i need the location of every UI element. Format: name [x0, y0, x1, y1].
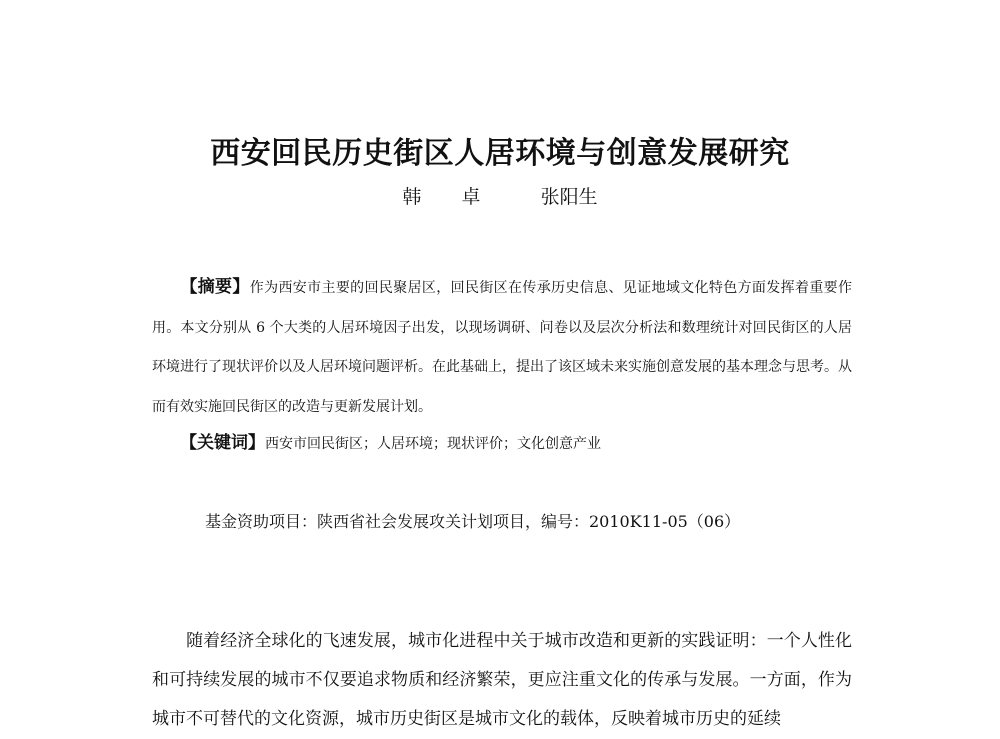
abstract-section: [152, 268, 852, 427]
keywords-text: 西安市回民街区；人居环境；现状评价；文化创意产业: [265, 436, 601, 452]
abstract-label: 【摘要】: [180, 277, 250, 297]
body-paragraph-text: 随着经济全球化的飞速发展，城市化进程中关于城市改造和更新的实践证明：一个人性化和可持续发展的城市不仅要追求物质和经济繁荣，更应注重文化的传承与发展。一方面，作为城市不可替代的文化资源，城市历史街区是城市文化的载体，反映着城市历史的延续: [152, 631, 852, 729]
keywords-label: 【关键词】: [180, 433, 265, 453]
abstract-text: 作为西安市主要的回民聚居区，回民街区在传承历史信息、见证地域文化特色方面发挥着重要作用。本文分别从 6 个大类的人居环境因子出发，以现场调研、问卷以及层次分析法和数理统计对回民街区的人居环境进行了现状评价以及人居环境问题评析。在此基础上，提出了该区域未来实施创意发展的基本理念与思考。从而有效实施回民街区的改造与更新发展计划。: [152, 280, 853, 415]
paper-authors: 韩 卓 张阳生: [402, 186, 598, 208]
fund-note: 基金资助项目：陕西省社会发展攻关计划项目，编号：2010K11-05（06）: [205, 512, 741, 531]
body-paragraph: [152, 622, 852, 739]
paper-title: 西安回民历史街区人居环境与创意发展研究: [210, 136, 790, 171]
keywords-section: [180, 428, 601, 459]
